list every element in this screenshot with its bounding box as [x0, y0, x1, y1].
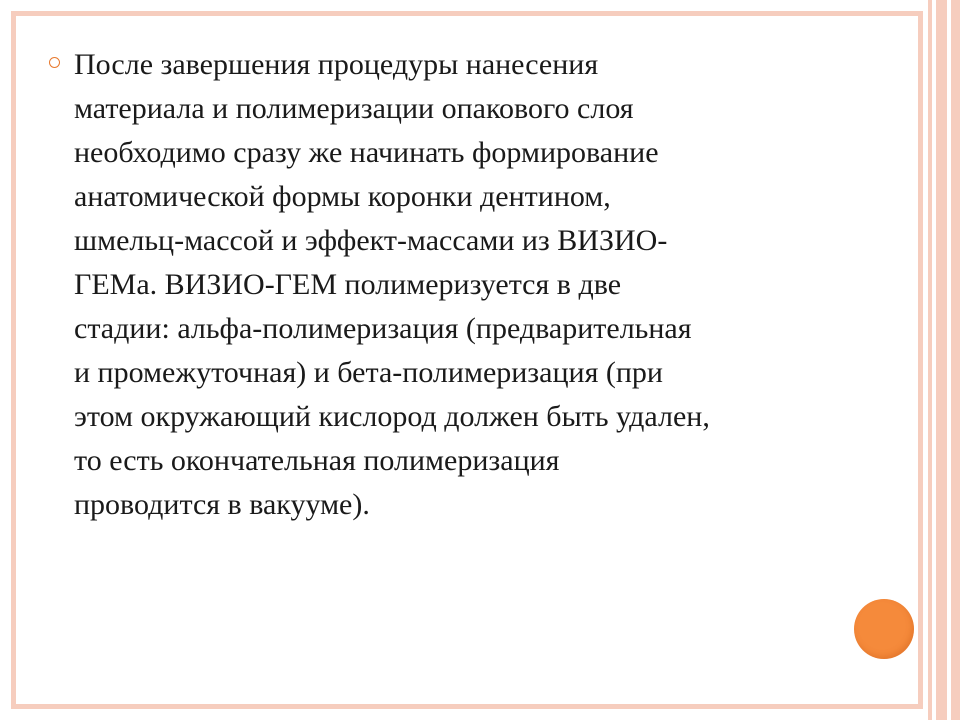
text-line: шмельц-массой и эффект-массами из ВИЗИО-: [74, 224, 668, 257]
bullet-text: [74, 40, 884, 527]
text-line: проводится в вакууме).: [74, 488, 370, 521]
text-line: анатомической формы коронки дентином,: [74, 180, 611, 213]
text-line: необходимо сразу же начинать формирование: [74, 136, 659, 169]
text-line: этом окружающий кислород должен быть удален,: [74, 400, 710, 433]
decorative-stripe: [951, 0, 960, 720]
bullet-circle-icon: [49, 57, 60, 68]
bullet-item: [40, 40, 870, 527]
orange-circle-decoration: [854, 599, 914, 659]
decorative-stripe: [928, 0, 932, 720]
slide-content: [40, 40, 870, 527]
text-line: то есть окончательная полимеризация: [74, 444, 560, 477]
text-line: и промежуточная) и бета-полимеризация (при: [74, 356, 663, 389]
text-line: ГЕМа. ВИЗИО-ГЕМ полимеризуется в две: [74, 268, 622, 301]
text-line: стадии: альфа-полимеризация (предварительная: [74, 312, 692, 345]
text-line: материала и полимеризации опакового слоя: [74, 92, 634, 125]
decorative-stripe: [936, 0, 947, 720]
text-line: После завершения процедуры нанесения: [74, 48, 599, 81]
